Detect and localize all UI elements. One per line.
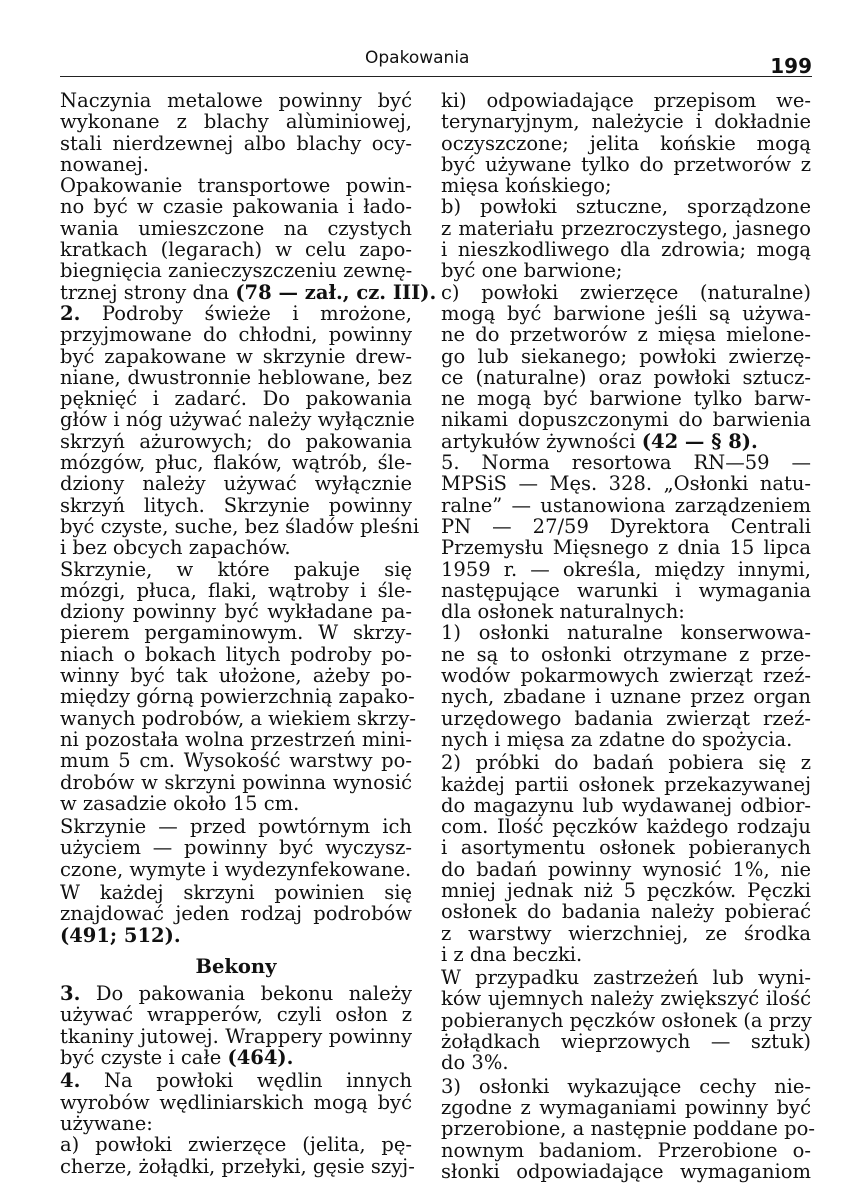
left-text-line: Skrzynie, w które pakuje się <box>60 557 412 581</box>
left-text-line: mózgów, płuc, flaków, wątrób, śle- <box>60 451 412 475</box>
right-text-line: oczyszczone; jelita końskie mogą <box>441 131 811 155</box>
left-text-line: dziony powinny być wykładane pa- <box>60 600 412 624</box>
left-text-line: mózgi, płuca, flaki, wątroby i śle- <box>60 578 412 602</box>
right-text-line: ne mogą być barwione tylko barw- <box>441 387 811 411</box>
left-text-line: ni pozostała wolna przestrzeń mini- <box>60 727 412 751</box>
left-text-line: używane: <box>60 1111 153 1135</box>
left-text-line: biegnięcia zanieczyszczeniu zewnę- <box>60 259 413 283</box>
right-text-line: 1959 r. — określa, między innymi, <box>441 557 811 581</box>
right-text-line: ne do przetworów z mięsa mielone- <box>441 323 811 347</box>
right-text-line: z warstwy wierzchniej, ze środka <box>441 921 811 945</box>
left-text-line: przyjmowane do chłodni, powinny <box>60 323 412 347</box>
left-text-line: znajdować jeden rodzaj podrobów <box>60 902 412 926</box>
left-text-line: skrzyń litych. Skrzynie powinny <box>60 493 412 517</box>
right-text-line: i asortymentu osłonek pobieranych <box>441 836 811 860</box>
left-text-line: wania umieszczone na czystych <box>60 216 412 240</box>
left-text-line: cherze, żołądki, przełyki, gęsie szyj- <box>60 1154 415 1178</box>
right-text-line: 3) osłonki wykazujące cechy nie- <box>441 1074 811 1098</box>
right-text-line: ce (naturalne) oraz powłoki sztucz- <box>441 365 811 389</box>
left-text-line: w zasadzie około 15 cm. <box>60 791 300 815</box>
left-text-line: no być w czasie pakowania i łado- <box>60 195 412 219</box>
left-text-line: nowanej. <box>60 152 149 176</box>
left-text-line: używać wrapperów, czyli osłon z <box>60 1003 412 1027</box>
left-text-line: głów i nóg używać należy wyłącznie <box>60 408 415 432</box>
right-text-line: mięsa końskiego; <box>441 174 612 198</box>
left-text-line: czone, wymyte i wydezynfekowane. <box>60 857 412 881</box>
left-text-line: 4. Na powłoki wędlin innych <box>60 1069 412 1093</box>
left-text-line: niach o bokach litych podroby po- <box>60 642 412 666</box>
left-column <box>60 89 437 1178</box>
left-text-line: trznej strony dna (78 — zał., cz. III). <box>60 280 437 304</box>
right-text-line: ralne” — ustanowiona zarządzeniem <box>441 493 811 517</box>
left-text-line: winny być tak ułożone, ażeby po- <box>60 664 412 688</box>
left-text-line: być czyste, suche, bez śladów pleśni <box>60 514 420 538</box>
left-text-line: Naczynia metalowe powinny być <box>60 89 412 112</box>
page-header <box>60 48 812 80</box>
left-text-line: Bekony <box>195 954 277 978</box>
right-text-line: następujące warunki i wymagania <box>441 578 811 602</box>
right-text-line: nych, zbadane i uznane przez organ <box>441 685 811 709</box>
right-text-line: Przemysłu Mięsnego z dnia 15 lipca <box>441 536 811 560</box>
right-text-line: b) powłoki sztuczne, sporządzone <box>441 195 811 219</box>
right-text-line: ków ujemnych należy zwiększyć ilość <box>441 987 811 1011</box>
right-text-line: ne są to osłonki otrzymane z prze- <box>441 642 811 666</box>
left-text-line: być czyste i całe (464). <box>60 1046 294 1070</box>
left-text-line: Opakowanie transportowe powin- <box>60 174 412 198</box>
right-text-line: ki) odpowiadające przepisom we- <box>441 89 811 112</box>
right-text-line: każdej partii osłonek przekazywanej <box>441 772 811 796</box>
left-text-line: W każdej skrzyni powinien się <box>60 880 412 904</box>
right-text-line: wodów pokarmowych zwierząt rzeź- <box>441 664 811 688</box>
right-text-line: go lub siekanego; powłoki zwierzę- <box>441 344 811 368</box>
left-text-line: być zapakowane w skrzynie drew- <box>60 344 412 368</box>
right-text-line: 5. Norma resortowa RN—59 — <box>441 451 811 475</box>
right-text-line: z materiału przezroczystego, jasnego <box>441 216 811 240</box>
right-text-line: mogą być barwione jeśli są używa- <box>441 301 811 325</box>
right-text-line: nych i mięsa za zdatne do spożycia. <box>441 727 793 751</box>
left-text-line: tkaniny jutowej. Wrappery powinny <box>60 1024 412 1048</box>
right-text-line: 1) osłonki naturalne konserwowa- <box>441 621 811 645</box>
right-text-line: przerobione, a następnie poddane po- <box>441 1117 815 1141</box>
right-text-line: com. Ilość pęczków każdego rodzaju <box>441 815 811 839</box>
right-text-line: artykułów żywności (42 — § 8). <box>441 429 758 453</box>
right-text-line: c) powłoki zwierzęce (naturalne) <box>441 280 811 304</box>
left-text-line: drobów w skrzyni powinna wynosić <box>60 770 412 794</box>
right-text-line: pobieranych pęczków osłonek (a przy <box>441 1008 812 1032</box>
left-text-line: skrzyń ażurowych; do pakowania <box>60 429 412 453</box>
left-text-line: 3. Do pakowania bekonu należy <box>60 982 412 1006</box>
page-number: 199 <box>770 54 812 78</box>
left-text-line: Skrzynie — przed powtórnym ich <box>60 815 412 839</box>
left-text-line: (491; 512). <box>60 923 181 947</box>
right-text-line: i nieszkodliwego dla zdrowia; mogą <box>441 238 811 262</box>
right-text-line: osłonek do badania należy pobierać <box>441 900 811 924</box>
left-text-line: pierem pergaminowym. W skrzy- <box>60 621 412 645</box>
left-text-line: niane, dwustronnie heblowane, bez <box>60 365 412 389</box>
right-text-line: terynaryjnym, należycie i dokładnie <box>441 110 811 134</box>
left-text-line: między górną powierzchnią zapako- <box>60 685 415 709</box>
right-text-line: mniej jednak niż 5 pęczków. Pęczki <box>441 878 811 902</box>
left-text-line: kratkach (legarach) w celu zapo- <box>60 238 412 262</box>
header-rule <box>60 76 812 77</box>
left-text-line: pęknięć i zadarć. Do pakowania <box>60 387 412 411</box>
right-text-line: nownym badaniom. Przerobione o- <box>441 1138 811 1162</box>
left-text-line: a) powłoki zwierzęce (jelita, pę- <box>60 1133 412 1157</box>
right-text-line: do 3%. <box>441 1051 509 1075</box>
right-text-line: żołądkach wieprzowych — sztuk) <box>441 1030 811 1054</box>
right-text-line: zgodne z wymaganiami powinny być <box>441 1095 811 1119</box>
left-text-line: i bez obcych zapachów. <box>60 536 291 560</box>
left-text-line: 2. Podroby świeże i mrożone, <box>60 301 412 325</box>
left-text-line: mum 5 cm. Wysokość warstwy po- <box>60 749 412 773</box>
right-text-line: PN — 27/59 Dyrektora Centrali <box>441 514 811 538</box>
left-text-line: wykonane z blachy alùminiowej, <box>60 110 412 134</box>
left-text-line: stali nierdzewnej albo blachy ocy- <box>60 131 412 155</box>
right-text-line: urzędowego badania zwierząt rzeź- <box>441 706 811 730</box>
right-text-line: być używane tylko do przetworów z <box>441 152 811 176</box>
left-text-line: wyrobów wędliniarskich mogą być <box>60 1090 412 1114</box>
right-text-line: nikami dopuszczonymi do barwienia <box>441 408 811 432</box>
right-text-line: być one barwione; <box>441 259 623 283</box>
right-text-line: do badań powinny wynosić 1%, nie <box>441 857 811 881</box>
left-text-line: dziony należy używać wyłącznie <box>60 472 412 496</box>
right-text-line: 2) próbki do badań pobiera się z <box>441 751 811 775</box>
running-title: Opakowania <box>365 48 470 68</box>
right-text-line: słonki odpowiadające wymaganiom <box>441 1159 811 1183</box>
left-text-line: wanych podrobów, a wiekiem skrzy- <box>60 706 416 730</box>
right-text-line: i z dna beczki. <box>441 942 583 966</box>
right-text-line: dla osłonek naturalnych: <box>441 600 685 624</box>
left-text-line: użyciem — powinny być wyczysz- <box>60 836 412 860</box>
right-text-line: W przypadku zastrzeżeń lub wyni- <box>441 966 811 990</box>
right-column <box>441 89 815 1183</box>
right-text-line: MPSiS — Męs. 328. „Osłonki natu- <box>441 472 811 496</box>
right-text-line: do magazynu lub wydawanej odbior- <box>441 793 811 817</box>
